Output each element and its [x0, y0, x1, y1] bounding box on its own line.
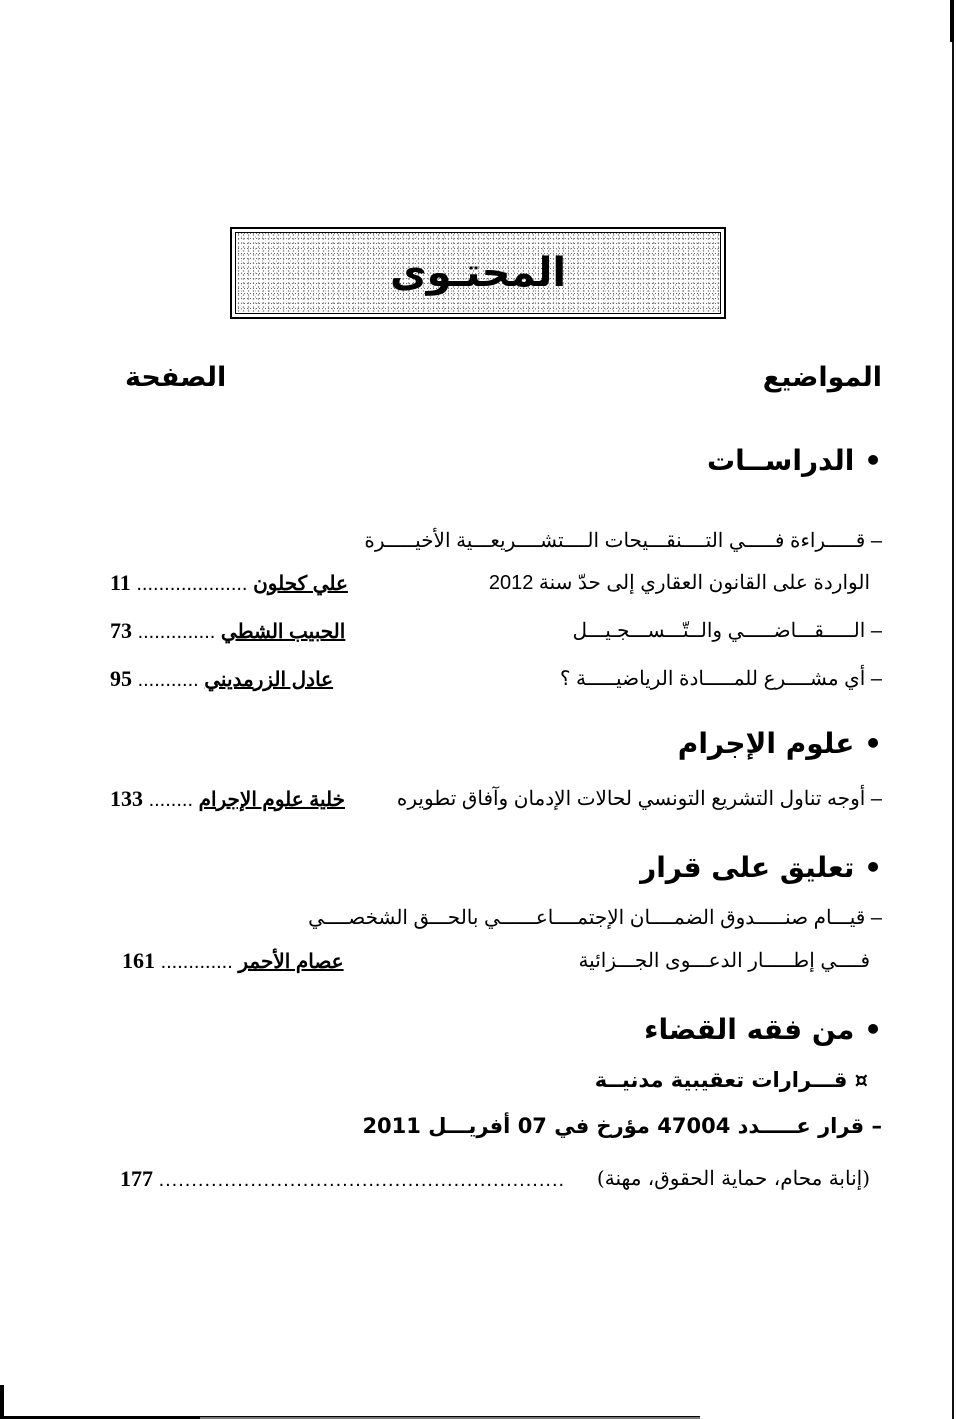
page-header: الصفحة: [125, 362, 227, 393]
author-page: [122, 948, 344, 974]
section-heading: • علوم الإجرام: [677, 727, 882, 760]
author-name: علي كحلون: [253, 573, 348, 595]
author-page: [120, 1166, 565, 1192]
toc-entry: [110, 948, 882, 973]
author-page: [110, 618, 345, 644]
toc-entry: [110, 570, 882, 595]
entry-line: – قـــــراءة فـــــي التــــنقـــيحات الــــتشــــريعـــية الأخيـــــرة: [364, 530, 882, 552]
page-title: المحتـوى: [389, 250, 567, 296]
page-number: 73: [110, 618, 132, 643]
entry-line: (إنابة محام، حماية الحقوق، مهنة): [596, 1166, 870, 1190]
page-number: 11: [110, 570, 131, 595]
entry-line: فــــي إطـــــار الدعـــوى الجـــزائية: [578, 950, 870, 972]
author-name: عادل الزرمديني: [204, 669, 334, 691]
title-box: [230, 227, 726, 319]
topics-header: المواضيع: [762, 362, 882, 393]
page-number: 177: [120, 1166, 153, 1191]
toc-entry: [110, 786, 882, 811]
page-edge-mark: [950, 0, 954, 42]
author-page: [110, 570, 348, 596]
page-number: 95: [110, 666, 132, 691]
toc-entry: [110, 1166, 882, 1190]
title-pattern: [235, 232, 721, 314]
leader-dots: ..............................................................: [158, 1169, 566, 1191]
page-edge-mark: [0, 1385, 4, 1419]
entry-line: – قرار عـــــدد 47004 مؤرخ في 07 أفريـــل 2011: [362, 1114, 882, 1138]
leader-dots: ..............: [137, 621, 216, 643]
author-name: عصام الأحمر: [238, 951, 344, 973]
author-name: الحبيب الشطي: [220, 621, 346, 643]
toc-entry: [110, 666, 882, 691]
toc-entry: [110, 618, 882, 643]
entry-line: – الـــــقـــاضـــــي والــتّـــســـجـيـــل: [572, 620, 882, 642]
leader-dots: ....................: [136, 573, 248, 595]
entry-line: – أوجه تناول التشريع التونسي لحالات الإدمان وآفاق تطويره: [396, 788, 882, 810]
entry-line: – أي مشــــرع للمـــــادة الرياضيـــــة ؟: [559, 668, 882, 690]
entry-line: الواردة على القانون العقاري إلى حدّ سنة 2012: [488, 572, 870, 594]
page-number: 133: [110, 786, 143, 811]
author-page: [110, 666, 333, 692]
section-heading: • تعليق على قرار: [640, 851, 882, 884]
section-heading: • الدراســات: [707, 444, 882, 477]
entry-line: – قيـــام صنـــــدوق الضمــــان الإجتمــــاعــــــي بالحـــق الشخصــــي: [308, 907, 882, 929]
page-edge-right: [952, 0, 954, 1419]
column-headers: [110, 362, 882, 393]
author-page: [110, 786, 345, 812]
leader-dots: .............: [160, 951, 233, 973]
leader-dots: ...........: [137, 669, 199, 691]
subsection-heading: ¤ قـــرارات تعقيبية مدنيــة: [594, 1068, 868, 1092]
leader-dots: ........: [148, 789, 194, 811]
author-name: خلية علوم الإجرام: [198, 789, 346, 811]
page-number: 161: [122, 948, 155, 973]
section-heading: • من فقه القضاء: [644, 1013, 882, 1046]
